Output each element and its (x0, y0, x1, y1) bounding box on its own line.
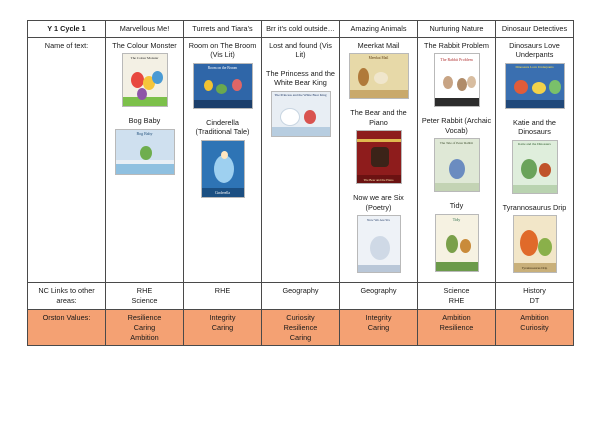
nc-link-line: RHE (136, 286, 153, 296)
book-title: Bog Baby (128, 116, 161, 126)
orston-values-term-2 (184, 309, 262, 346)
orston-values-term-3 (262, 309, 340, 346)
table-header-row (28, 21, 574, 38)
texts-cell-term-2 (184, 37, 262, 282)
book-cover-tyrannosaurus-drip (513, 215, 557, 273)
cover-caption: The Colour Monster (130, 56, 159, 61)
texts-cell-term-3 (262, 37, 340, 282)
term-header-1: Marvellous Me! (106, 21, 184, 38)
book-title: Meerkat Mail (357, 40, 400, 50)
value-line: Ambition (130, 332, 159, 342)
book-title: Tyrannosaurus Drip (502, 202, 567, 212)
book-cover-dinosaurs-love-underpants (505, 63, 565, 109)
cover-caption: Meerkat Mail (368, 56, 389, 61)
book-cover-rabbit-problem (434, 53, 480, 107)
book-title: Peter Rabbit (Archaic Vocab) (421, 116, 492, 135)
value-line: Curiosity (520, 322, 549, 332)
value-line: Resilience (439, 322, 474, 332)
orston-values-term-5 (418, 309, 496, 346)
nc-link-line: Science (131, 296, 158, 306)
book-cover-meerkat-mail (349, 53, 409, 99)
value-line: Integrity (365, 312, 392, 322)
value-line: Ambition (442, 312, 471, 322)
texts-cell-term-6 (496, 37, 574, 282)
term-header-2: Turrets and Tiara’s (184, 21, 262, 38)
orston-values-term-4 (340, 309, 418, 346)
book-cover-colour-monster (122, 53, 168, 107)
nc-link-line: RHE (214, 286, 231, 296)
cover-caption: Cinderella (215, 190, 230, 195)
book-title: Room on The Broom (Vis Lit) (188, 40, 257, 60)
nc-link-line: Science (443, 286, 470, 296)
nc-link-line: RHE (448, 296, 465, 306)
value-line: Resilience (127, 312, 162, 322)
book-cover-princess-white-bear-king (271, 91, 331, 137)
value-line: Resilience (283, 322, 318, 332)
value-line: Integrity (209, 312, 236, 322)
cover-caption: Tyrannosaurus Drip (521, 265, 548, 270)
nc-link-line: Geography (282, 286, 319, 296)
book-cover-bog-baby (115, 129, 175, 175)
cover-caption: Room on the Broom (207, 65, 238, 70)
nc-link-line: DT (529, 296, 540, 306)
term-header-4: Amazing Animals (340, 21, 418, 38)
nc-links-term-4 (340, 283, 418, 310)
row-label-nc-links: NC Links to other areas: (28, 283, 106, 310)
cover-caption: Bog Baby (136, 130, 153, 136)
nc-links-term-1 (106, 283, 184, 310)
value-line: Caring (289, 332, 312, 342)
book-cover-cinderella (201, 140, 245, 198)
texts-cell-term-5 (418, 37, 496, 282)
value-line: Caring (211, 322, 234, 332)
value-line: Ambition (520, 312, 549, 322)
book-title: The Colour Monster (112, 40, 177, 50)
book-cover-tidy (435, 214, 479, 272)
book-cover-katie-and-the-dinosaurs (512, 140, 558, 194)
nc-link-line: History (523, 286, 546, 296)
book-title: Cinderella (Traditional Tale) (195, 117, 250, 137)
curriculum-table (27, 20, 574, 346)
texts-cell-term-4 (340, 37, 418, 282)
corner-title: Y 1 Cycle 1 (28, 21, 106, 38)
nc-links-term-5 (418, 283, 496, 310)
cover-caption: Tidy (452, 216, 461, 222)
value-line: Caring (133, 322, 156, 332)
book-title: The Rabbit Problem (424, 40, 489, 50)
cover-caption: Now We Are Six (367, 218, 390, 223)
texts-cell-term-1 (106, 37, 184, 282)
row-label-name-of-text: Name of text: (28, 37, 106, 282)
book-title: The Princess and the White Bear King (266, 68, 335, 88)
book-title: The Bear and the Piano (350, 108, 407, 127)
book-cover-room-on-the-broom (193, 63, 253, 109)
nc-links-term-6 (496, 283, 574, 310)
book-title: Now we are Six (Poetry) (353, 193, 404, 212)
orston-values-term-6 (496, 309, 574, 346)
table-row (28, 37, 574, 282)
cover-caption: The Princess and the White Bear King (274, 92, 327, 97)
cover-caption: The Tale of Peter Rabbit (439, 141, 474, 146)
book-cover-bear-and-piano (356, 130, 402, 184)
table-row (28, 283, 574, 310)
nc-links-term-2 (184, 283, 262, 310)
orston-values-term-1 (106, 309, 184, 346)
book-title: Dinosaurs Love Underpants (509, 40, 560, 60)
cover-caption: Dinosaurs Love Underpants (515, 64, 554, 69)
nc-links-term-3 (262, 283, 340, 310)
value-line: Curiosity (286, 312, 315, 322)
term-header-5: Nurturing Nature (418, 21, 496, 38)
cover-caption: The Bear and the Piano (363, 177, 394, 182)
book-cover-now-we-are-six (357, 215, 401, 273)
book-title: Lost and found (Vis Lit) (269, 40, 332, 60)
row-label-orston-values: Orston Values: (28, 309, 106, 346)
cover-caption: Katie and the Dinosaurs (518, 141, 551, 146)
book-cover-peter-rabbit (434, 138, 480, 192)
book-title: Katie and the Dinosaurs (512, 117, 556, 137)
term-header-3: Brr it’s cold outside… (262, 21, 340, 38)
value-line: Caring (367, 322, 390, 332)
cover-caption: The Rabbit Problem (440, 57, 473, 63)
nc-link-line: Geography (360, 286, 397, 296)
book-title: Tidy (449, 201, 464, 211)
term-header-6: Dinosaur Detectives (496, 21, 574, 38)
table-row (28, 309, 574, 346)
